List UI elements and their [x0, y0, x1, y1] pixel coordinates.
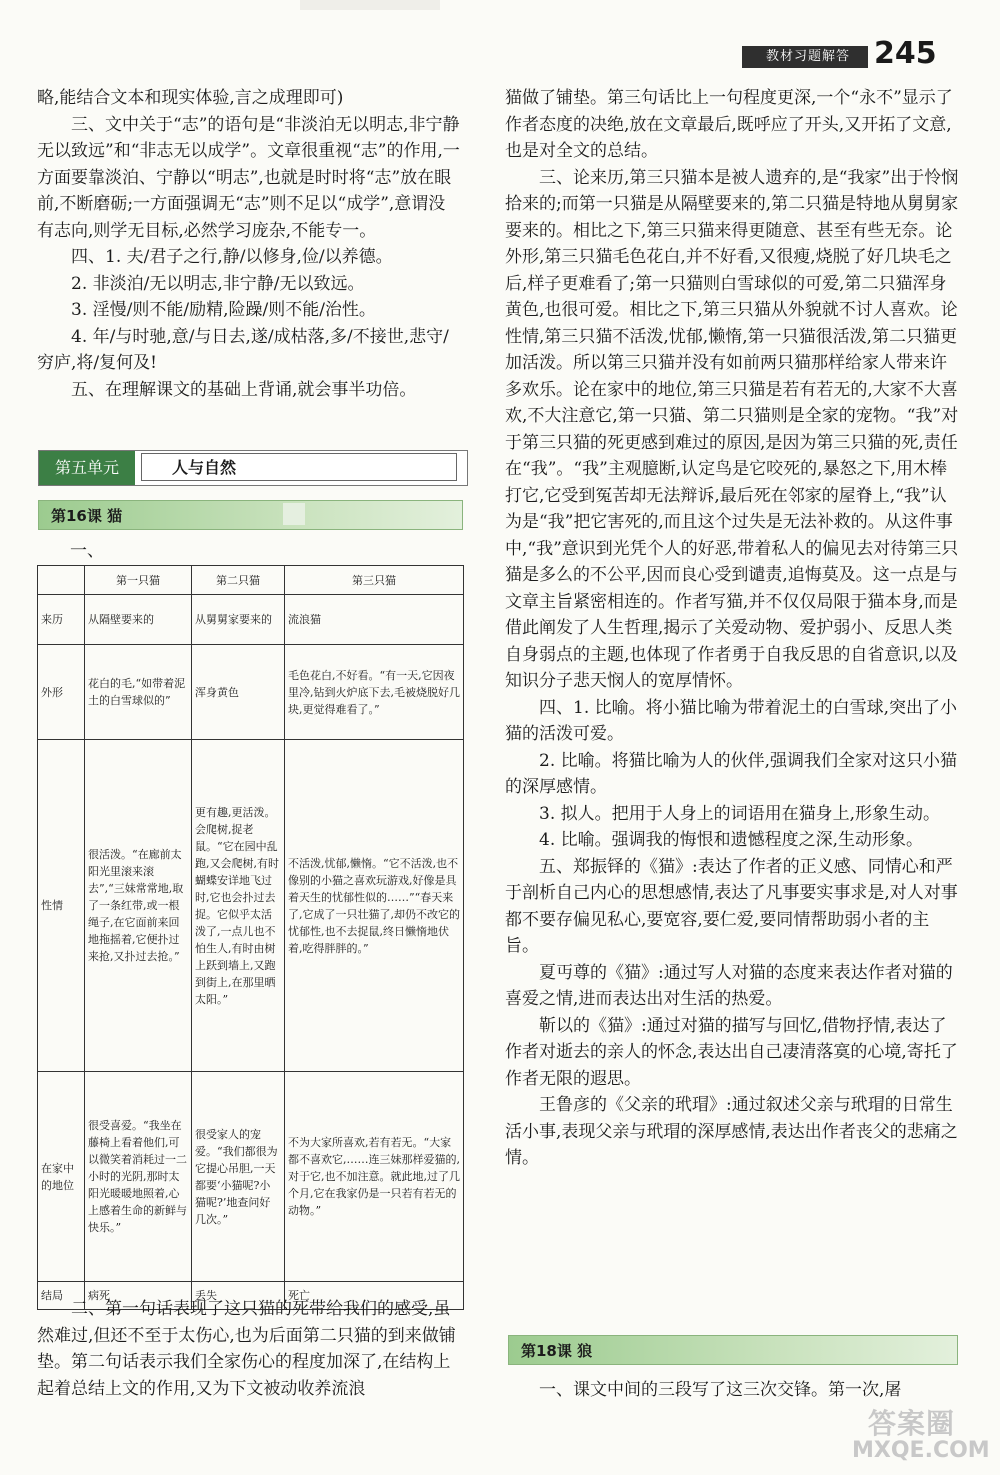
left-para-2: 四、1. 夫/君子之行,静/以修身,俭/以养德。 — [71, 247, 393, 267]
right-para-6: 五、郑振铎的《猫》:表达了作者的正义感、同情心和严于剖析自己内心的思想感情,表达了凡事要实事求是,对人对事都不要存偏见私心,要宽容,要仁爱,要同情帮助弱小者的主旨。 — [505, 856, 958, 956]
table-header-cell — [38, 566, 85, 595]
table-cell: 病死 — [85, 1282, 192, 1310]
left-para-0: 略,能结合文本和现实体验,言之成理即可) — [37, 88, 344, 108]
table-cell: 性情 — [38, 740, 85, 1072]
left-para-5: 4. 年/与时驰,意/与日去,遂/成枯落,多/不接世,悲守/穷庐,将/复何及! — [37, 326, 449, 373]
table-cell: 很活泼。“在廊前太阳光里滚来滚去”,“三妹常常地,取了一条红带,或一根绳子,在它面前来回地拖摇着,它便扑过来抢,又扑过去抢。” — [85, 740, 192, 1072]
left-para-1: 三、文中关于“志”的语句是“非淡泊无以明志,非宁静无以致远”和“非志无以成学”。文章很重视“志”的作用,一方面要靠淡泊、宁静以“明志”,也就是时时将“志”放在眼前,不断磨砺;一方面强调无“志”则不足以“成学”,意谓没有志向,则学无目标,必然学习庞杂,不能专一。 — [37, 114, 460, 241]
table-cell: 浑身黄色 — [192, 645, 285, 740]
table-cell: 从隔壁要来的 — [85, 595, 192, 645]
table-cell: 外形 — [38, 645, 85, 740]
left-para-6: 五、在理解课文的基础上背诵,就会事半功倍。 — [71, 379, 417, 400]
table-cell: 不活泼,忧郁,懒惰。“它不活泼,也不像别的小猫之喜欢玩游戏,好像是具着天生的忧郁性似的……”“春天来了,它成了一只壮猫了,却仍不改它的忧郁性,也不去捉鼠,终日懒惰地伏着,吃得胖胖的。” — [285, 740, 464, 1072]
table-cell: 从舅舅家要来的 — [192, 595, 285, 645]
table-row — [38, 740, 464, 1072]
lesson-18-heading: 第18课 狼 — [508, 1335, 958, 1365]
table-header-cell: 第二只猫 — [192, 566, 285, 595]
table-header-cell: 第一只猫 — [85, 566, 192, 595]
table-cell: 丢失 — [192, 1282, 285, 1310]
scan-noise — [283, 503, 305, 525]
right-para-8: 靳以的《猫》:通过对猫的描写与回忆,借物抒情,表达了作者对逝去的亲人的怀念,表达出自己凄清落寞的心境,寄托了作者无限的遐思。 — [505, 1015, 958, 1089]
watermark-url: MXQE.COM — [852, 1438, 990, 1463]
table-cell: 流浪猫 — [285, 595, 464, 645]
table-cell: 在家中的地位 — [38, 1072, 85, 1282]
right-bottom-para: 一、课文中间的三段写了这三次交锋。第一次,屠 — [539, 1380, 902, 1400]
table-cell: 很受喜爱。“我坐在藤椅上看着他们,可以微笑着消耗过一二小时的光阴,那时太阳光暖暖地照着,心上感着生命的新鲜与快乐。” — [85, 1072, 192, 1282]
left-para-4: 3. 淫慢/则不能/励精,险躁/则不能/治性。 — [71, 300, 376, 320]
watermark-logo: 答案圈 — [868, 1407, 956, 1440]
right-para-4: 3. 拟人。把用于人身上的词语用在猫身上,形象生动。 — [539, 803, 941, 824]
right-para-9: 王鲁彦的《父亲的玳瑁》:通过叙述父亲与玳瑁的日常生活小事,表现父亲与玳瑁的深厚感情,表达出作者丧父的悲痛之情。 — [505, 1095, 958, 1168]
unit-title: 人与自然 — [141, 453, 457, 481]
right-para-1: 三、论来历,第三只猫本是被人遗弃的,是“我家”出于怜悯拾来的;而第一只猫是从隔壁要来的,第二只猫是特地从舅舅家要来的。相比之下,第三只猫来得更随意、甚至有些无奈。论外形,第三只猫毛色花白,并不好看,又很瘦,烧脱了好几块毛之后,样子更难看了;第一只猫则白雪球似的可爱,第二只猫浑身黄色,也很可爱。相比之下,第三只猫从外貌就不讨人喜欢。论性情,第三只猫不活泼,忧郁,懒惰,第一只猫很活泼,第二只猫更加活泼。所以第三只猫并没有如前两只猫那样给家人带来许多欢乐。论在家中的地位,第三只猫是若有若无的,大家不大喜欢,不大注意它,第一只猫、第二只猫则是全家的宠物。“我”对于第三只猫的死更感到难过的原因,是因为第三只猫的死,责任在“我”。“我”主观臆断,认定鸟是它咬死的,暴怒之下,用木棒打它,它受到冤苦却无法辩诉,最后死在邻家的屋脊上,“我”认为是“我”把它害死的,而且这个过失是无法补救的。从这件事中,“我”意识到光凭个人的好恶,带着私人的偏见去对待第三只猫是多么的不公平,因而良心受到谴责,追悔莫及。这一点是与文章主旨紧密相连的。作者写猫,并不仅仅局限于猫本身,而是借此阐发了人生哲理,揭示了关爱动物、爱护弱小、反思人类自身弱点的主题,也体现了作者勇于自我反思的自省意识,以及知识分子悲天悯人的宽厚情怀。 — [505, 167, 959, 691]
scan-noise — [300, 0, 440, 10]
table-cell: 结局 — [38, 1282, 85, 1310]
left-bottom-para: 二、第一句话表现了这只猫的死带给我们的感受,虽然难过,但还不至于太伤心,也为后面第二只猫的到来做铺垫。第二句话表示我们全家伤心的程度加深了,在结构上起着总结上文的作用,又为下文被动收养流浪 — [37, 1299, 456, 1399]
table-cell: 毛色花白,不好看。“有一天,它因夜里冷,钻到火炉底下去,毛被烧脱好几块,更觉得难看了。” — [285, 645, 464, 740]
table-header-row — [38, 566, 464, 595]
right-para-3: 2. 比喻。将猫比喻为人的伙伴,强调我们全家对这只小猫的深厚感情。 — [505, 750, 958, 797]
cat-comparison-table — [37, 565, 464, 1310]
unit-banner — [38, 450, 468, 486]
table-header-cell: 第三只猫 — [285, 566, 464, 595]
right-para-5: 4. 比喻。强调我的悔恨和遗憾程度之深,生动形象。 — [539, 830, 924, 850]
unit-tag: 第五单元 — [39, 451, 135, 485]
lesson-16-heading: 第16课 猫 — [38, 500, 463, 530]
right-para-7: 夏丏尊的《猫》:通过写人对猫的态度来表达作者对猫的喜爱之情,进而表达出对生活的热爱。 — [505, 962, 953, 1009]
table-row — [38, 1072, 464, 1282]
table-cell: 更有趣,更活泼。会爬树,捉老鼠。“它在园中乱跑,又会爬树,有时蝴蝶安详地飞过时,它也会扑过去捉。它似乎太活泼了,一点儿也不怕生人,有时由树上跃到墙上,又跑到街上,在那里晒太阳。” — [192, 740, 285, 1072]
table-cell: 花白的毛,“如带着泥土的白雪球似的” — [85, 645, 192, 740]
right-para-2: 四、1. 比喻。将小猫比喻为带着泥土的白雪球,突出了小猫的活泼可爱。 — [505, 697, 958, 744]
right-para-0: 猫做了铺垫。第三句话比上一句程度更深,一个“永不”显示了作者态度的决绝,放在文章最后,既呼应了开头,又开拓了文意,也是对全文的总结。 — [505, 88, 953, 161]
left-column — [37, 85, 462, 403]
table-cell: 死亡 — [285, 1282, 464, 1310]
header-tag: 教材习题解答 — [748, 46, 868, 68]
table-row — [38, 595, 464, 645]
table-cell: 来历 — [38, 595, 85, 645]
left-para-3: 2. 非淡泊/无以明志,非宁静/无以致远。 — [71, 273, 365, 294]
table-row — [38, 645, 464, 740]
table-cell: 很受家人的宠爱。“我们都很为它提心吊胆,一天都要‘小猫呢?小猫呢?’地查问好几次。” — [192, 1072, 285, 1282]
table-intro: 一、 — [70, 541, 104, 561]
right-column — [505, 85, 960, 1172]
table-cell: 不为大家所喜欢,若有若无。“大家都不喜欢它,……连三妹那样爱猫的,对于它,也不加注意。就此地,过了几个月,它在我家仍是一只若有若无的动物。” — [285, 1072, 464, 1282]
page-number: 245 — [874, 36, 937, 71]
